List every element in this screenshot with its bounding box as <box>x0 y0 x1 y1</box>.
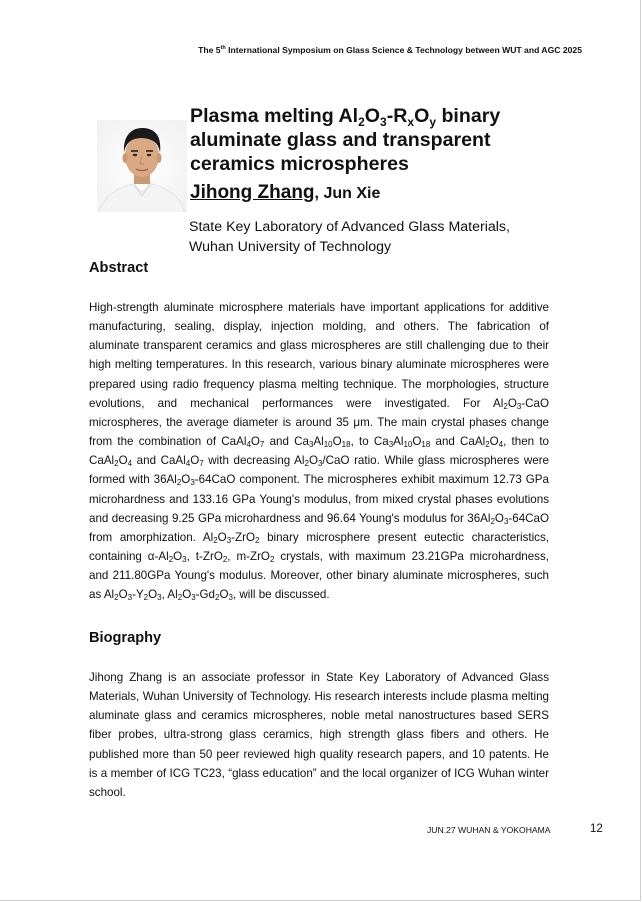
abstract-heading: Abstract <box>89 260 149 276</box>
affiliation <box>189 217 549 257</box>
running-header: The 5th International Symposium on Glass Science & Technology between WUT and AGC 2025 <box>198 45 582 55</box>
biography-heading: Biography <box>89 630 162 646</box>
footer-event-info: JUN.27 WUHAN & YOKOHAMA <box>427 825 551 835</box>
presenting-author: Jihong Zhang <box>190 182 315 203</box>
affiliation-line-1: State Key Laboratory of Advanced Glass Materials, <box>189 219 510 235</box>
author-list <box>190 182 380 204</box>
affiliation-line-2: Wuhan University of Technology <box>189 239 392 255</box>
biography-text: Jihong Zhang is an associate professor in State Key Laboratory of Advanced Glass Materials, Wuhan University of Technology. His research interests include plasma melting aluminate glass and ceramics microspheres, noble metal nanostructures based SERS fiber probes, ultra-strong glass ceramics, high strength glass fibers and others. He published more than 50 peer reviewed high quality research papers, and 10 patents. He is a member of ICG TC23, “glass education” and the local organizer of ICG Wuhan winter school. <box>89 671 549 799</box>
co-authors: , Jun Xie <box>314 185 381 202</box>
abstract-text: High-strength aluminate microsphere materials have important applications for additive manufacturing, sealing, display, injection molding, and others. The fabrication of aluminate transparent ceramics and glass microspheres are still challenging due to their high melting temperatures. In this research, various binary aluminate microspheres were prepared using radio frequency plasma melting technique. The morphologies, structure evolutions, and mechanical performances were investigated. For $Al_2O_3$-CaO microspheres, the average diameter is around 35 μm. The main crystal phases change from the combination of $CaAl_4O_7$ and $Ca_3Al_{10}O_{18}$, to $Ca_3Al_{10}O_{18}$ and $CaAl_2O_4$, then to $CaAl_2O_4$ and $CaAl_4O_7$ with decreasing $Al_2O_3$/CaO ratio. While glass microspheres were formed with $36Al_2O_3-64CaO$ component. The microspheres exhibit maximum 12.73 GPa microhardness and 133.16 GPa Young's modulus, from mixed crystal phases evolutions and decreasing 9.25 GPa microhardness and 96.64 Young's modulus for $36Al_2O_3-64CaO$ from amorphization. $Al_2O_3-ZrO_2$ binary microsphere present eutectic characteristics, containing $\alpha-Al_2O_3$, t-ZrO$_2$, m-ZrO$_2$ crystals, with maximum 23.21GPa microhardness, and 211.80GPa Young's modulus. Moreover, other binary aluminate microspheres, such as $Al_2O_3-Y_2O_3$, $Al_2O_3-Gd_2O_3$, will be discussed. <box>89 301 550 603</box>
paper-title: Plasma melting $Al_2O_3-R_xO_y$ binary aluminate glass and transparent ceramics microspheres <box>190 105 501 175</box>
page-number: 12 <box>590 823 603 835</box>
author-portrait-photo <box>97 120 187 212</box>
